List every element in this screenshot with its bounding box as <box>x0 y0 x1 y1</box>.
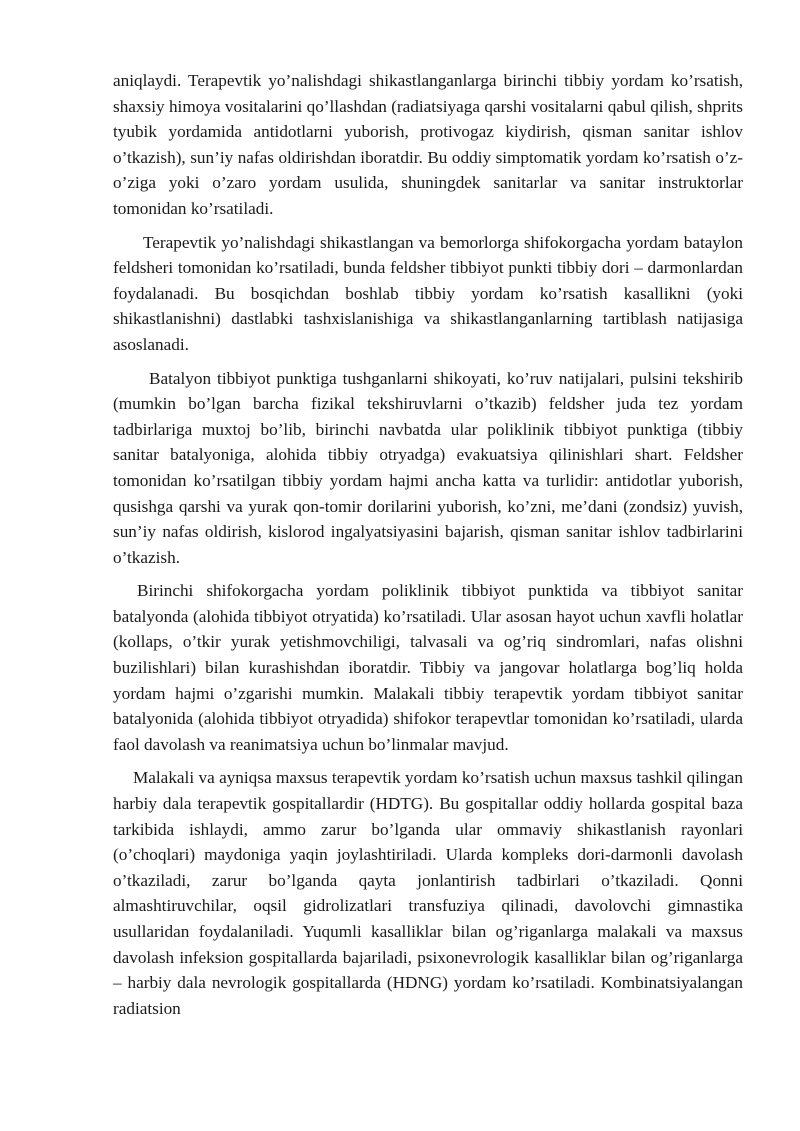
paragraph-3: Batalyon tibbiyot punktiga tushganlarni shikoyati, ko’ruv natijalari, pulsini tekshirib (mumkin bo’lgan barcha fizikal tekshiruvlarni o’tkazib) feldsher juda tez yordam tadbirlariga muxtoj bo’lib, birinchi navbatda ular poliklinik tibbiyot punktiga (tibbiy sanitar batalyoniga, alohida tibbiy otryadga) evakuatsiya qilinishlari shart. Feldsher tomonidan ko’rsatilgan tibbiy yordam hajmi ancha katta va turlidir: antidotlar yuborish, qusishga qarshi va yurak qon-tomir dorilarini yuborish, ko’zni, me’dani (zondsiz) yuvish, sun’iy nafas oldirish, kislorod ingalyatsiyasini bajarish, qisman sanitar ishlov tadbirlarini o’tkazish. <box>113 368 743 567</box>
paragraph-1: aniqlaydi. Terapevtik yo’nalishdagi shikastlanganlarga birinchi tibbiy yordam ko’rsatish, shaxsiy himoya vositalarini qo’llashdan (radiatsiyaga qarshi vositalarni qabul qilish, shprits tyubik yordamida antidotlarni yuborish, protivogaz kiydirish, qisman sanitar ishlov o’tkazish), sun’iy nafas oldirishdan iboratdir. Bu oddiy simptomatik yordam ko’rsatish o’z-o’ziga yoki o’zaro yordam usulida, shuningdek sanitarlar va sanitar instruktorlar tomonidan ko’rsatiladi. <box>113 71 743 218</box>
paragraph-4: Birinchi shifokorgacha yordam poliklinik tibbiyot punktida va tibbiyot sanitar batalyonda (alohida tibbiyot otryatida) ko’rsatiladi. Ular asosan hayot uchun xavfli holatlar (kollaps, o’tkir yurak yetishmovchiligi, talvasali va og’riq sindromlari, nafas olishni buzilishlari) bilan kurashishdan iboratdir. Tibbiy va jangovar holatlarga bog’liq holda yordam hajmi o’zgarishi mumkin. Malakali tibbiy terapevtik yordam tibbiyot sanitar batalyonida (alohida tibbiyot otryadida) shifokor terapevtlar tomonidan ko’rsatiladi, ularda faol davolash va reanimatsiya uchun bo’linmalar mavjud. <box>113 581 743 754</box>
paragraph-5: Malakali va ayniqsa maxsus terapevtik yordam ko’rsatish uchun maxsus tashkil qilingan harbiy dala terapevtik gospitallardir (HDTG). Bu gospitallar oddiy hollarda gospital baza tarkibida ishlaydi, ammo zarur bo’lganda ular ommaviy shikastlanish rayonlari (o’choqlari) maydoniga yaqin joylashtiriladi. Ularda kompleks dori-darmonli davolash o’tkaziladi, zarur bo’lganda qayta jonlantirish tadbirlari o’tkaziladi. Qonni almashtiruvchilar, oqsil gidrolizatlari transfuziya qilinadi, davolovchi gimnastika usullaridan foydalaniladi. Yuqumli kasalliklar bilan og’riganlarga malakali va maxsus davolash infeksion gospitallarda bajariladi, psixonevrologik kasalliklar bilan og’riganlarga – harbiy dala nevrologik gospitallarda (HDNG) yordam ko’rsatiladi. Kombinatsiyalangan radiatsion <box>113 768 743 1018</box>
paragraph-2: Terapevtik yo’nalishdagi shikastlangan va bemorlorga shifokorgacha yordam bataylon feldsheri tomonidan ko’rsatiladi, bunda feldsher tibbiyot punkti tibbiy dori – darmonlardan foydalanadi. Bu bosqichdan boshlab tibbiy yordam ko’rsatish kasallikni (yoki shikastlanishni) dastlabki tashxislanishiga va shikastlanganlarning tartiblash natijasiga asoslanadi. <box>113 232 743 354</box>
document-page <box>113 68 743 1029</box>
